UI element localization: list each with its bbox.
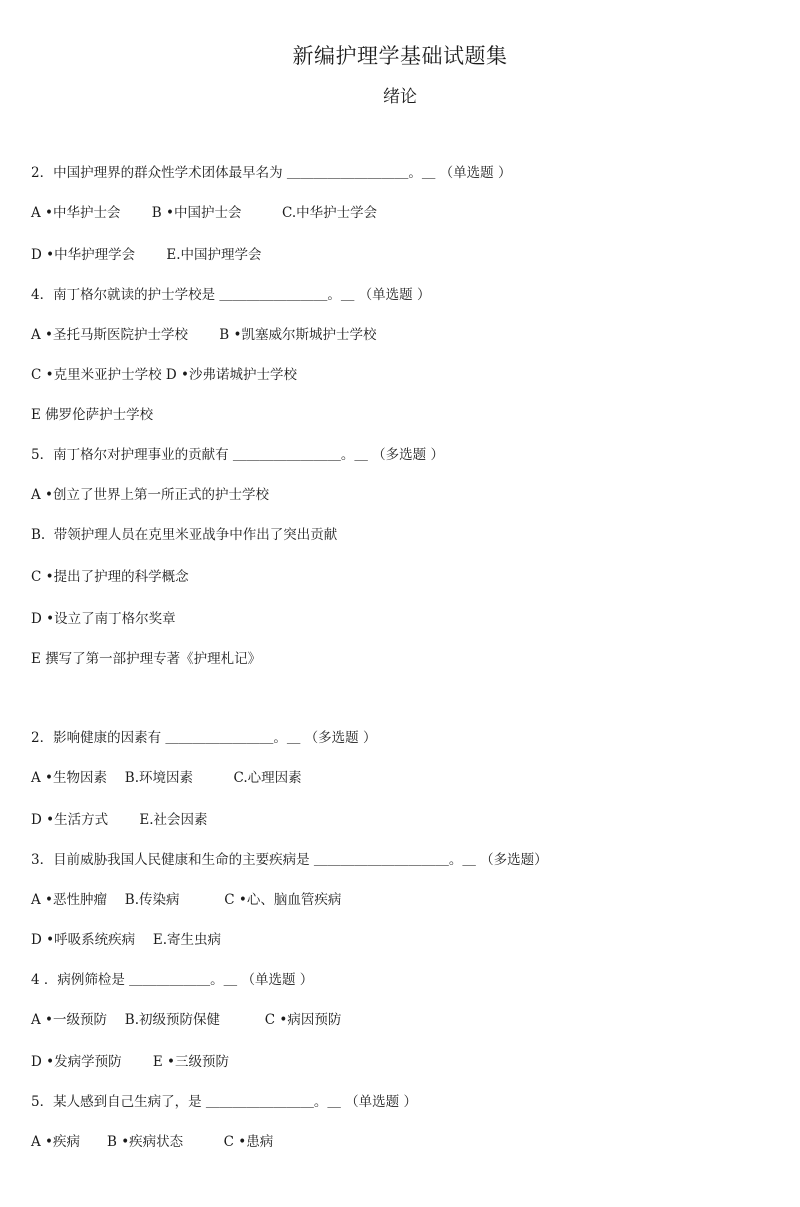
option-line: A •疾病 B •疾病状态 C •患病: [31, 1134, 274, 1150]
option-line: A •中华护士会 B •中国护士会 C.中华护士学会: [31, 205, 378, 221]
option-line: B. 带领护理人员在克里米亚战争中作出了突出贡献: [31, 527, 338, 543]
question-line: 5．某人感到自己生病了，是 ＿＿＿＿＿＿＿＿。＿ （单选题 ）: [31, 1094, 417, 1110]
option-line: C •提出了护理的科学概念: [31, 569, 189, 585]
option-line: D •设立了南丁格尔奖章: [31, 611, 176, 627]
option-line: A •创立了世界上第一所正式的护士学校: [31, 487, 270, 503]
option-line: D •呼吸系统疾病 E.寄生虫病: [31, 932, 222, 948]
option-line: D •生活方式 E.社会因素: [31, 812, 208, 828]
document-title: 新编护理学基础试题集: [292, 44, 508, 68]
question-line: 3．目前威胁我国人民健康和生命的主要疾病是 ＿＿＿＿＿＿＿＿＿＿。＿ （多选题）: [31, 852, 548, 868]
section-title: 绪论: [383, 87, 417, 107]
option-line: A •恶性肿瘤 B.传染病 C •心、脑血管疾病: [31, 892, 342, 908]
option-line: E 佛罗伦萨护士学校: [31, 407, 154, 423]
option-line: A •生物因素 B.环境因素 C.心理因素: [31, 770, 302, 786]
question-line: 2．影响健康的因素有 ＿＿＿＿＿＿＿＿。＿ （多选题 ）: [31, 730, 377, 746]
option-line: E 撰写了第一部护理专著《护理札记》: [31, 651, 262, 667]
option-line: D •发病学预防 E •三级预防: [31, 1054, 229, 1070]
question-line: 5．南丁格尔对护理事业的贡献有 ＿＿＿＿＿＿＿＿。＿ （多选题 ）: [31, 447, 444, 463]
option-line: D •中华护理学会 E.中国护理学会: [31, 247, 262, 263]
option-line: A •圣托马斯医院护士学校 B •凯塞威尔斯城护士学校: [31, 327, 377, 343]
question-line: 4．南丁格尔就读的护士学校是 ＿＿＿＿＿＿＿＿。＿ （单选题 ）: [31, 287, 431, 303]
option-line: C •克里米亚护士学校 D •沙弗诺城护士学校: [31, 367, 297, 383]
question-line: 4 ．病例筛检是 ＿＿＿＿＿＿。＿ （单选题 ）: [31, 972, 314, 988]
question-line: 2．中国护理界的群众性学术团体最早名为 ＿＿＿＿＿＿＿＿＿。＿ （单选题 ）: [31, 165, 512, 181]
option-line: A •一级预防 B.初级预防保健 C •病因预防: [31, 1012, 342, 1028]
